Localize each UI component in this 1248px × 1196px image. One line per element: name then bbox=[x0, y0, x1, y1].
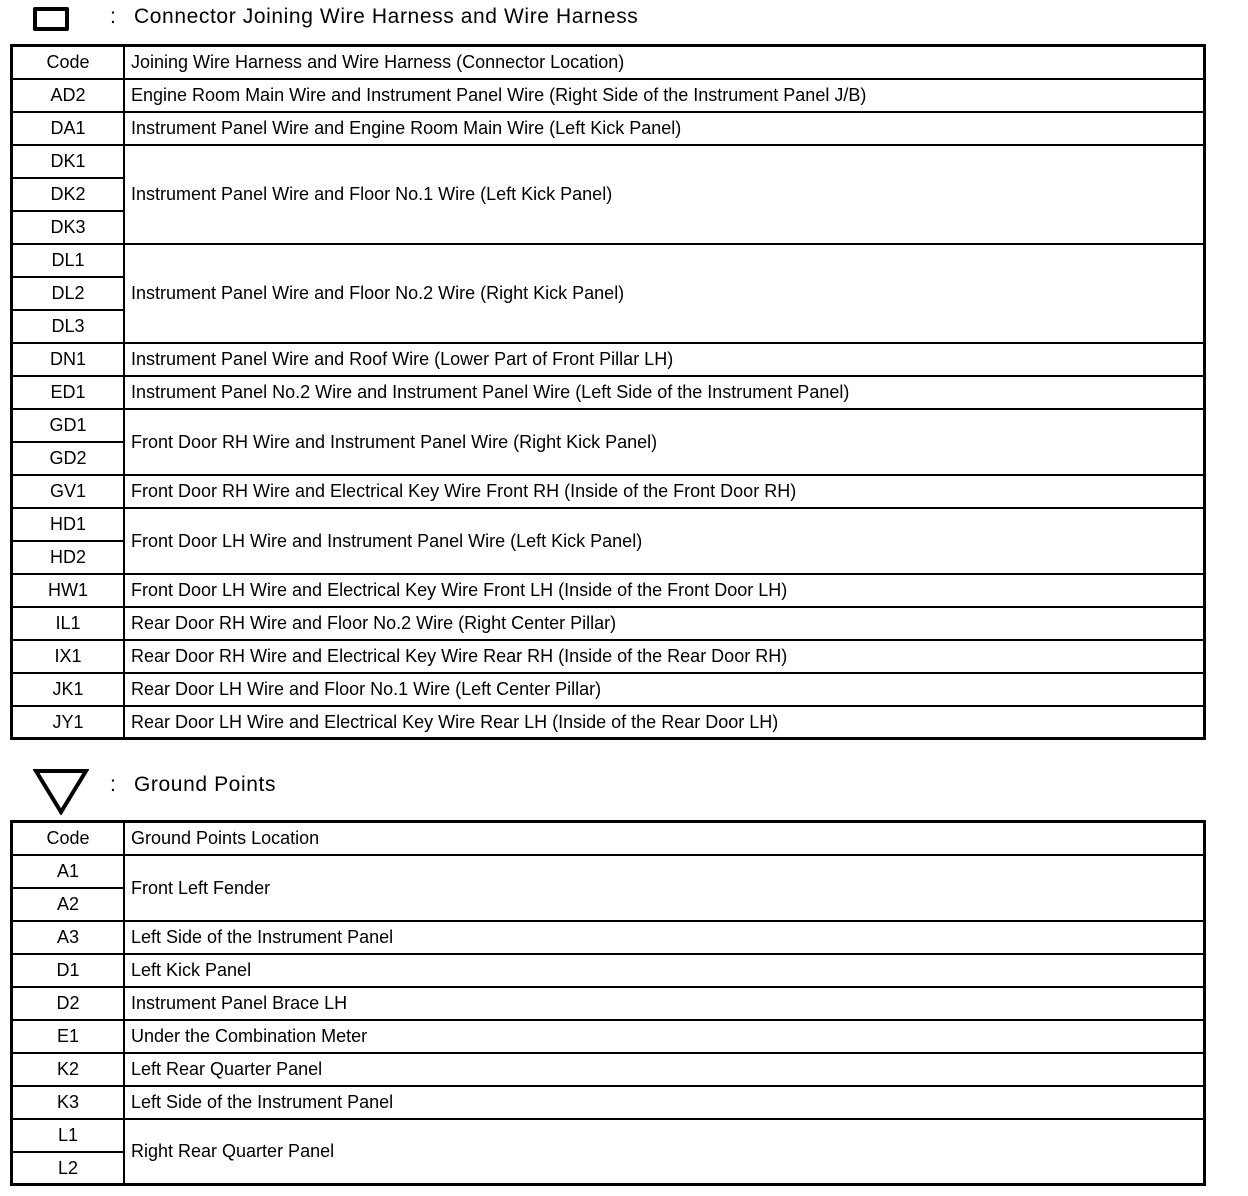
table-row bbox=[12, 376, 1205, 409]
table-row bbox=[12, 673, 1205, 706]
table-row bbox=[12, 244, 1205, 277]
column-header-location: Ground Points Location bbox=[124, 822, 1205, 855]
table-row bbox=[12, 640, 1205, 673]
ground-points-table bbox=[10, 820, 1206, 1186]
table-row bbox=[12, 1086, 1205, 1119]
code-cell: DN1 bbox=[12, 343, 125, 376]
table-row bbox=[12, 855, 1205, 888]
code-cell: HW1 bbox=[12, 574, 125, 607]
code-cell: L2 bbox=[12, 1152, 125, 1185]
table-row bbox=[12, 574, 1205, 607]
location-cell: Left Side of the Instrument Panel bbox=[124, 1086, 1205, 1119]
table-row bbox=[12, 475, 1205, 508]
table-row bbox=[12, 706, 1205, 739]
connector-table bbox=[10, 44, 1206, 740]
table-header-row bbox=[12, 822, 1205, 855]
table-row bbox=[12, 409, 1205, 442]
code-cell: JY1 bbox=[12, 706, 125, 739]
square-connector-icon bbox=[33, 7, 69, 31]
location-cell: Left Kick Panel bbox=[124, 954, 1205, 987]
location-cell: Front Door RH Wire and Instrument Panel Wire (Right Kick Panel) bbox=[124, 409, 1205, 475]
location-cell: Left Rear Quarter Panel bbox=[124, 1053, 1205, 1086]
code-cell: AD2 bbox=[12, 79, 125, 112]
code-cell: A1 bbox=[12, 855, 125, 888]
code-cell: K2 bbox=[12, 1053, 125, 1086]
column-header-code: Code bbox=[12, 46, 125, 79]
table-row bbox=[12, 921, 1205, 954]
location-cell: Instrument Panel Brace LH bbox=[124, 987, 1205, 1020]
code-cell: DK2 bbox=[12, 178, 125, 211]
code-cell: A3 bbox=[12, 921, 125, 954]
location-cell: Rear Door RH Wire and Electrical Key Wire Rear RH (Inside of the Rear Door RH) bbox=[124, 640, 1205, 673]
location-cell: Front Left Fender bbox=[124, 855, 1205, 921]
code-cell: DL2 bbox=[12, 277, 125, 310]
location-cell: Front Door LH Wire and Instrument Panel Wire (Left Kick Panel) bbox=[124, 508, 1205, 574]
heading-colon: : bbox=[110, 5, 116, 28]
location-cell: Left Side of the Instrument Panel bbox=[124, 921, 1205, 954]
table-row bbox=[12, 1020, 1205, 1053]
location-cell: Under the Combination Meter bbox=[124, 1020, 1205, 1053]
ground-section-heading bbox=[0, 762, 1248, 806]
location-cell: Instrument Panel Wire and Floor No.2 Wire (Right Kick Panel) bbox=[124, 244, 1205, 343]
location-cell: Right Rear Quarter Panel bbox=[124, 1119, 1205, 1185]
location-cell: Front Door LH Wire and Electrical Key Wire Front LH (Inside of the Front Door LH) bbox=[124, 574, 1205, 607]
ground-section-title: Ground Points bbox=[134, 773, 277, 796]
code-cell: IX1 bbox=[12, 640, 125, 673]
table-row bbox=[12, 607, 1205, 640]
code-cell: DL1 bbox=[12, 244, 125, 277]
code-cell: HD1 bbox=[12, 508, 125, 541]
location-cell: Front Door RH Wire and Electrical Key Wire Front RH (Inside of the Front Door RH) bbox=[124, 475, 1205, 508]
table-header-row bbox=[12, 46, 1205, 79]
code-cell: K3 bbox=[12, 1086, 125, 1119]
code-cell: L1 bbox=[12, 1119, 125, 1152]
table-row bbox=[12, 1119, 1205, 1152]
code-cell: JK1 bbox=[12, 673, 125, 706]
table-row bbox=[12, 1053, 1205, 1086]
code-cell: GD1 bbox=[12, 409, 125, 442]
location-cell: Rear Door LH Wire and Electrical Key Wire Rear LH (Inside of the Rear Door LH) bbox=[124, 706, 1205, 739]
code-cell: ED1 bbox=[12, 376, 125, 409]
code-cell: D2 bbox=[12, 987, 125, 1020]
connector-section-heading bbox=[0, 0, 1248, 44]
location-cell: Rear Door RH Wire and Floor No.2 Wire (Right Center Pillar) bbox=[124, 607, 1205, 640]
table-row bbox=[12, 79, 1205, 112]
location-cell: Instrument Panel Wire and Roof Wire (Lower Part of Front Pillar LH) bbox=[124, 343, 1205, 376]
column-header-code: Code bbox=[12, 822, 125, 855]
code-cell: GD2 bbox=[12, 442, 125, 475]
heading-colon: : bbox=[110, 773, 116, 796]
table-row bbox=[12, 987, 1205, 1020]
location-cell: Instrument Panel No.2 Wire and Instrument Panel Wire (Left Side of the Instrument Panel) bbox=[124, 376, 1205, 409]
code-cell: A2 bbox=[12, 888, 125, 921]
table-row bbox=[12, 508, 1205, 541]
code-cell: DL3 bbox=[12, 310, 125, 343]
connector-section-title: Connector Joining Wire Harness and Wire Harness bbox=[134, 5, 639, 28]
location-cell: Instrument Panel Wire and Engine Room Main Wire (Left Kick Panel) bbox=[124, 112, 1205, 145]
table-row bbox=[12, 343, 1205, 376]
code-cell: HD2 bbox=[12, 541, 125, 574]
table-row bbox=[12, 112, 1205, 145]
code-cell: DK3 bbox=[12, 211, 125, 244]
location-cell: Instrument Panel Wire and Floor No.1 Wire (Left Kick Panel) bbox=[124, 145, 1205, 244]
triangle-ground-icon bbox=[33, 767, 89, 815]
code-cell: IL1 bbox=[12, 607, 125, 640]
table-row bbox=[12, 954, 1205, 987]
code-cell: DA1 bbox=[12, 112, 125, 145]
code-cell: DK1 bbox=[12, 145, 125, 178]
code-cell: E1 bbox=[12, 1020, 125, 1053]
code-cell: GV1 bbox=[12, 475, 125, 508]
column-header-location: Joining Wire Harness and Wire Harness (Connector Location) bbox=[124, 46, 1205, 79]
location-cell: Engine Room Main Wire and Instrument Panel Wire (Right Side of the Instrument Panel J/B) bbox=[124, 79, 1205, 112]
table-row bbox=[12, 145, 1205, 178]
code-cell: D1 bbox=[12, 954, 125, 987]
location-cell: Rear Door LH Wire and Floor No.1 Wire (Left Center Pillar) bbox=[124, 673, 1205, 706]
